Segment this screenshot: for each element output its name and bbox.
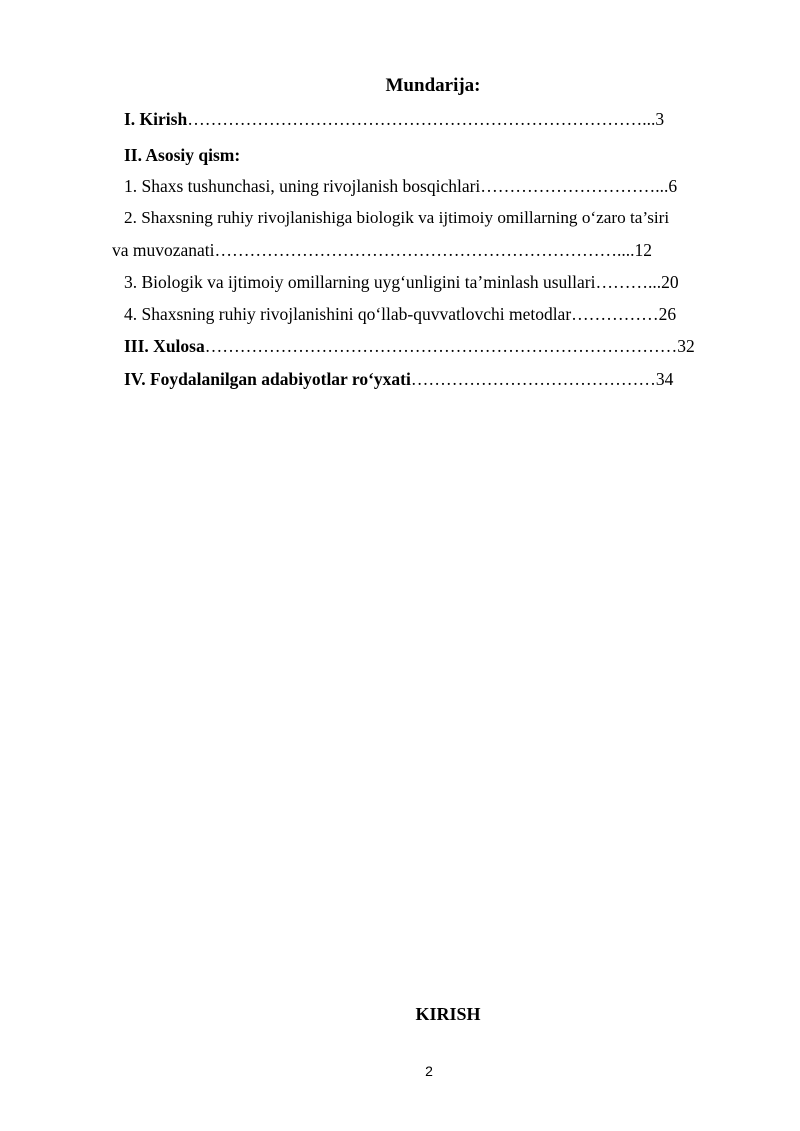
toc-page-number: 12 (634, 240, 653, 260)
section-heading-kirish: KIRISH (415, 1004, 481, 1024)
toc-page-number: 20 (661, 272, 679, 292)
toc-entry-xulosa (124, 335, 695, 357)
toc-entry-label: IV. Foydalanilgan adabiyotlar ro‘yxati (124, 369, 411, 389)
toc-leader-dots: ……………………………………………………………………… (204, 336, 678, 356)
toc-page-number: 6 (668, 176, 678, 196)
toc-entry-label: 3. Biologik va ijtimoiy omillarning uyg‘unligini ta’minlash usullari (124, 272, 596, 292)
toc-leader-dots: ……………………………………………………………………... (187, 109, 656, 129)
toc-page-number: 26 (658, 304, 677, 324)
toc-leader-dots: …………………………………… (410, 369, 656, 389)
toc-entry-3 (124, 271, 679, 293)
toc-leader-dots: ………... (595, 272, 662, 292)
toc-entry-kirish (124, 108, 664, 130)
toc-entry-label: 4. Shaxsning ruhiy rivojlanishini qo‘llab-quvvatlovchi metodlar (124, 304, 572, 324)
toc-entry-label: 2. Shaxsning ruhiy rivojlanishiga biologik va ijtimoiy omillarning o‘zaro ta’siri (124, 208, 670, 227)
toc-entry-label: III. Xulosa (124, 336, 205, 356)
toc-page-number: 34 (655, 369, 674, 389)
toc-leader-dots: …………………………………………………………….... (214, 240, 635, 260)
toc-title: Mundarija: (385, 75, 481, 96)
toc-leader-dots: …………………………... (480, 176, 669, 196)
toc-entry-adabiyotlar (124, 368, 673, 390)
toc-leader-dots: …………… (571, 304, 659, 324)
toc-entry-4 (124, 303, 676, 325)
toc-page-number: 3 (655, 109, 665, 129)
toc-entry-label: I. Kirish (124, 109, 188, 129)
toc-entry-2-continued (112, 239, 652, 261)
toc-entry-1 (124, 175, 677, 197)
toc-entry-label: II. Asosiy qism: (124, 145, 241, 165)
toc-entry-label: 1. Shaxs tushunchasi, uning rivojlanish bosqichlari (124, 176, 481, 196)
toc-page-number: 32 (677, 336, 695, 356)
page-number: 2 (425, 1063, 433, 1079)
toc-entry-asosiy-qism (124, 144, 240, 166)
toc-entry-2 (124, 207, 669, 229)
toc-entry-label: va muvozanati (112, 240, 215, 260)
